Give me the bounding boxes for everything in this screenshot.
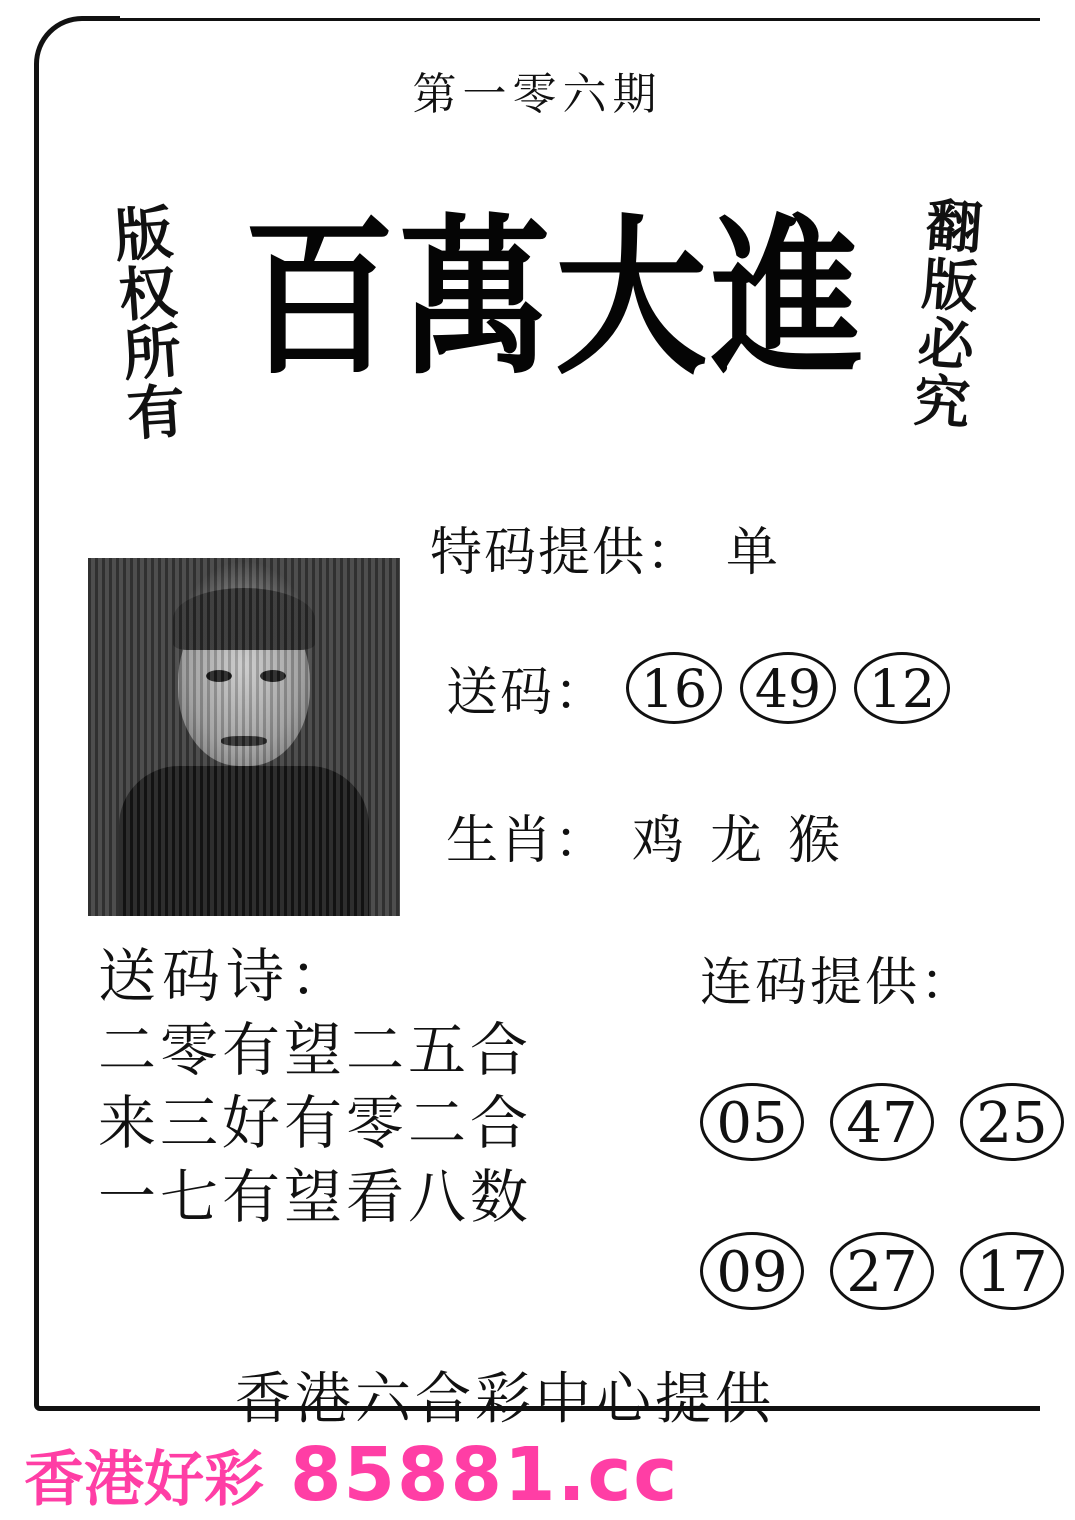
lianma-row-1 <box>700 1083 1064 1161</box>
poem-line: 来三好有零二合 <box>98 1089 533 1158</box>
send-code-line <box>446 650 950 725</box>
zodiac-animal: 龙 <box>710 811 765 871</box>
copyright-left-c3: 所 <box>120 317 184 390</box>
copyright-right-c3: 必 <box>915 309 977 380</box>
copyright-left-c1: 版 <box>112 198 175 271</box>
copyright-left-c4: 有 <box>124 377 188 449</box>
frame-mask-top <box>120 0 1070 18</box>
special-code-label: 特码提供： <box>430 523 701 583</box>
lianma-ball: 09 <box>700 1232 804 1310</box>
lianma-row-2 <box>700 1232 1064 1310</box>
page-title: 百萬大進 <box>243 197 867 398</box>
copyright-left <box>96 198 204 449</box>
copyright-right-c2: 版 <box>919 250 981 321</box>
copyright-right <box>892 192 1004 439</box>
lianma-ball: 17 <box>960 1232 1064 1310</box>
poem-block <box>98 940 618 1235</box>
zodiac-animal: 鸡 <box>632 811 687 871</box>
watermark-brand: 香港好彩 <box>24 1445 264 1515</box>
lianma-ball: 27 <box>830 1232 934 1310</box>
zodiac-label: 生肖： <box>446 811 609 871</box>
scan-noise-overlay <box>88 558 400 916</box>
copyright-right-c4: 究 <box>911 368 973 439</box>
zodiac-line <box>446 798 842 873</box>
special-code-line <box>430 510 1030 585</box>
poem-title: 送码诗： <box>98 942 355 1010</box>
lianma-title: 连码提供： <box>700 953 976 1013</box>
send-code-ball: 49 <box>740 652 836 724</box>
issue-label: 第一零六期 <box>412 69 663 120</box>
send-code-ball: 16 <box>626 652 722 724</box>
lianma-ball: 05 <box>700 1083 804 1161</box>
zodiac-animal: 猴 <box>788 811 843 871</box>
send-code-ball: 12 <box>854 652 950 724</box>
footer-source: 香港六合彩中心提供 <box>235 1367 775 1432</box>
copyright-left-c2: 权 <box>116 257 180 330</box>
copyright-right-c1: 翻 <box>923 192 985 263</box>
send-code-label: 送码： <box>446 663 609 723</box>
lianma-ball: 47 <box>830 1083 934 1161</box>
watermark <box>24 1432 679 1518</box>
poem-line: 二零有望二五合 <box>98 1015 533 1084</box>
frame-mask-right <box>1040 0 1075 1420</box>
watermark-url: 85881.cc <box>290 1432 680 1518</box>
poem-line: 一七有望看八数 <box>98 1162 533 1231</box>
special-code-value: 单 <box>726 523 781 583</box>
lianma-ball: 25 <box>960 1083 1064 1161</box>
portrait-photo <box>88 558 400 916</box>
